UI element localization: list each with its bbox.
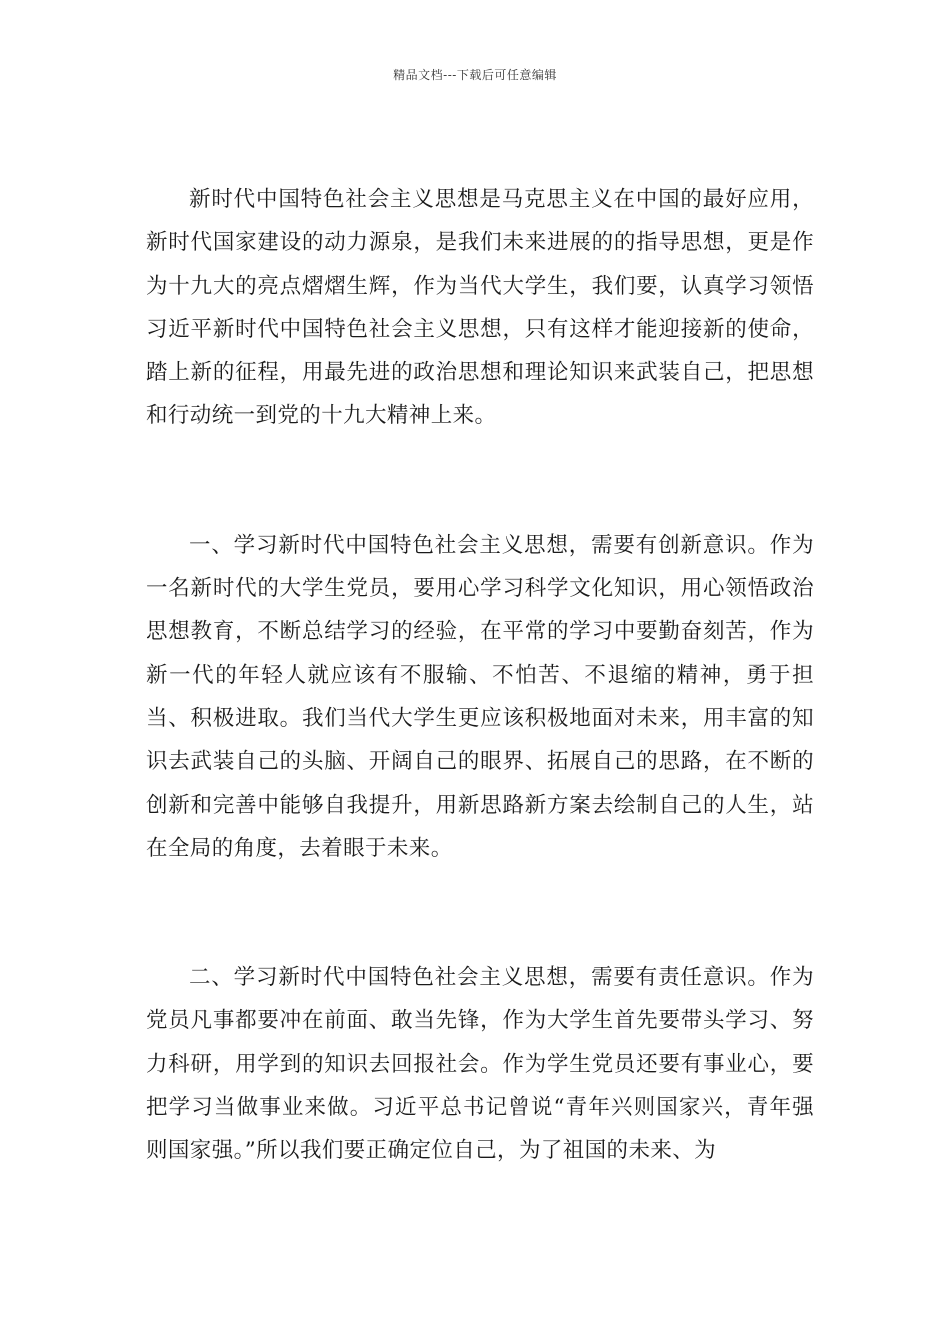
page-header: 精品文档---下载后可任意编辑 xyxy=(393,68,557,82)
paragraph-section-one: 一、学习新时代中国特色社会主义思想，需要有创新意识。作为一名新时代的大学生党员，要用心学习科学文化知识，用心领悟政治思想教育，不断总结学习的经验，在平常的学习中要勤奋刻苦，作为新一代的年轻人就应该有不服输、不怕苦、不退缩的精神，勇于担当、积极进取。我们当代大学生更应该积极地面对未来，用丰富的知识去武装自己的头脑、开阔自己的眼界、拓展自己的思路，在不断的创新和完善中能够自我提升，用新思路新方案去绘制自己的人生，站在全局的角度，去着眼于未来。 xyxy=(146,532,814,861)
document-body xyxy=(146,178,814,1173)
paragraph-section-two: 二、学习新时代中国特色社会主义思想，需要有责任意识。作为党员凡事都要冲在前面、敢当先锋，作为大学生首先要带头学习、努力科研，用学到的知识去回报社会。作为学生党员还要有事业心，要把学习当做事业来做。习近平总书记曾说“青年兴则国家兴，青年强则国家强。”所以我们要正确定位自己，为了祖国的未来、为 xyxy=(146,965,814,1164)
paragraph-intro: 新时代中国特色社会主义思想是马克思主义在中国的最好应用，新时代国家建设的动力源泉，是我们未来进展的的指导思想，更是作为十九大的亮点熠熠生辉，作为当代大学生，我们要，认真学习领悟习近平新时代中国特色社会主义思想，只有这样才能迎接新的使命，踏上新的征程，用最先进的政治思想和理论知识来武装自己，把思想和行动统一到党的十九大精神上来。 xyxy=(146,187,814,429)
